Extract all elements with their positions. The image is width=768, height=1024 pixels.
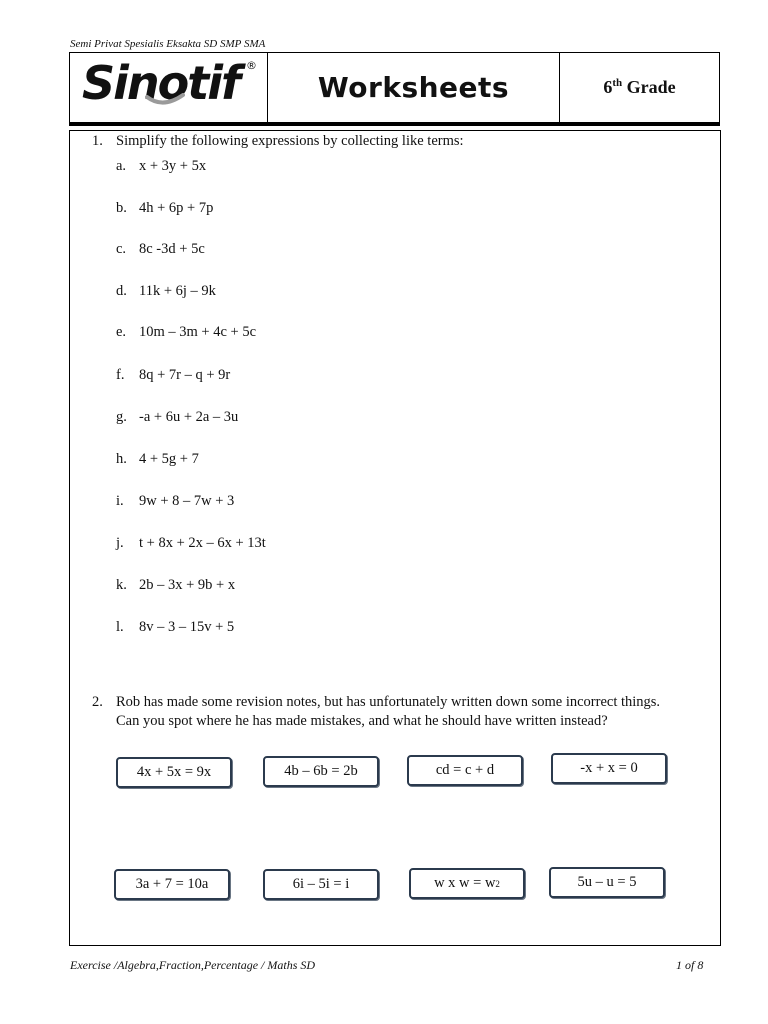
- list-item: k. 2b – 3x + 9b + x: [116, 577, 236, 593]
- question-1-number: 1.: [92, 133, 103, 149]
- logo-swoosh-icon: [145, 93, 185, 107]
- logo: [70, 53, 268, 122]
- page-number: 1 of 8: [676, 958, 704, 972]
- note-box: -x + x = 0: [551, 753, 667, 784]
- list-item: i. 9w + 8 – 7w + 3: [116, 493, 235, 509]
- list-item: a. x + 3y + 5x: [116, 158, 207, 174]
- list-item: l. 8v – 3 – 15v + 5: [116, 619, 235, 635]
- logo-text: Sinotif: [82, 56, 240, 110]
- question-2-line-1: Rob has made some revision notes, but has unfortunately written down some incorrect things.: [116, 694, 661, 710]
- grade-label: 6th Grade: [603, 77, 676, 97]
- note-box: 4x + 5x = 9x: [116, 757, 232, 788]
- note-box: 6i – 5i = i: [263, 869, 379, 900]
- worksheet-content: [69, 130, 721, 946]
- note-box: w x w = w 2: [409, 868, 525, 899]
- header-note: Semi Privat Spesialis Eksakta SD SMP SMA: [70, 38, 266, 50]
- note-box: 5u – u = 5: [549, 867, 665, 898]
- note-box: cd = c + d: [407, 755, 523, 786]
- note-box: 3a + 7 = 10a: [114, 869, 230, 900]
- question-2-line-2: Can you spot where he has made mistakes, and what he should have written instead?: [116, 713, 608, 729]
- list-item: j. t + 8x + 2x – 6x + 13t: [116, 535, 266, 551]
- worksheet-header: [69, 52, 720, 123]
- list-item: h. 4 + 5g + 7: [116, 451, 199, 467]
- list-item: c. 8c -3d + 5c: [116, 241, 205, 257]
- list-item: e. 10m – 3m + 4c + 5c: [116, 324, 257, 340]
- list-item: f. 8q + 7r – q + 9r: [116, 367, 231, 383]
- list-item: d. 11k + 6j – 9k: [116, 283, 216, 299]
- question-2-number: 2.: [92, 694, 103, 710]
- registered-mark: ®: [246, 59, 257, 72]
- list-item: g. -a + 6u + 2a – 3u: [116, 409, 239, 425]
- header-divider: [69, 123, 720, 126]
- note-box: 4b – 6b = 2b: [263, 756, 379, 787]
- page-title: Worksheets: [317, 71, 510, 104]
- footer-title: Exercise /Algebra,Fraction,Percentage / Maths SD: [70, 958, 316, 972]
- question-1-text: Simplify the following expressions by collecting like terms:: [116, 133, 464, 149]
- list-item: b. 4h + 6p + 7p: [116, 200, 214, 216]
